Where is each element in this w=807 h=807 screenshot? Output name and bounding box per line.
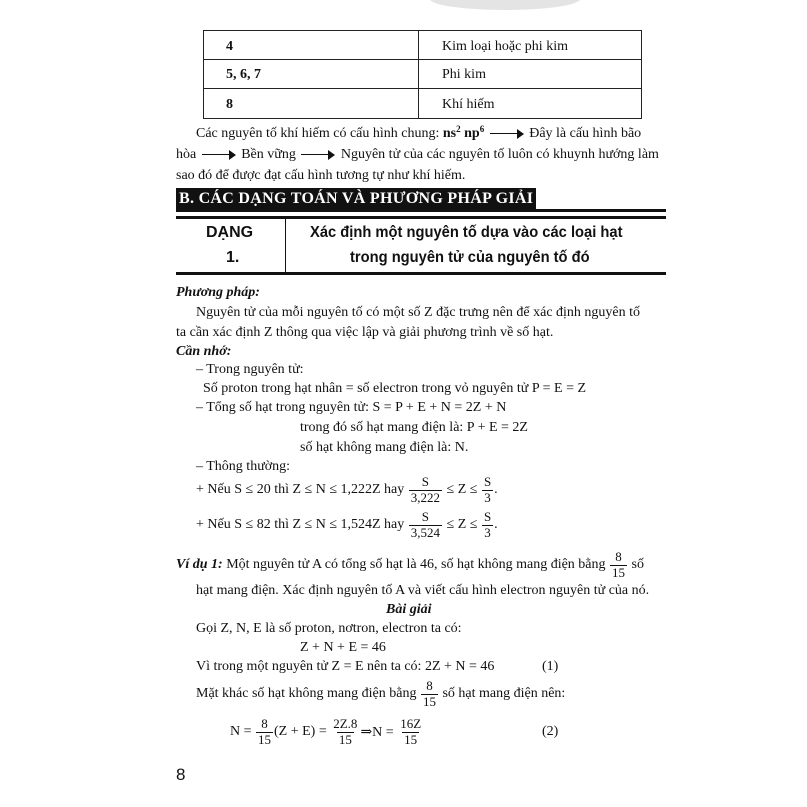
- condition-2: [196, 507, 498, 543]
- text: ≤ Z ≤: [443, 482, 481, 497]
- text: Nguyên tử của các nguyên tố luôn có khuynh hướng làm: [340, 147, 659, 162]
- solution-line-4: [196, 676, 565, 712]
- fraction-num: S: [483, 509, 492, 525]
- fraction-num: S: [421, 474, 429, 490]
- text: Mặt khác số hạt không mang điện bằng: [196, 686, 420, 701]
- fraction-num: 8: [426, 678, 433, 694]
- table-row: [204, 31, 641, 60]
- fraction-den: 15: [422, 693, 436, 709]
- fraction-den: 3,222: [410, 489, 441, 505]
- fraction: [409, 510, 442, 540]
- remember-heading: Cần nhớ:: [176, 344, 232, 359]
- table-cell-type: Phi kim: [442, 67, 486, 82]
- noble-gas-line-1: [196, 126, 641, 142]
- table-divider: [418, 31, 419, 118]
- fraction-num: 16Z: [400, 716, 422, 732]
- table-cell-type: Khí hiếm: [442, 97, 495, 112]
- text: .: [494, 517, 498, 532]
- example-line-2: hạt mang điện. Xác định nguyên tố A và viết cấu hình electron nguyên tử của nó.: [196, 583, 650, 598]
- fraction-den: 15: [338, 731, 352, 747]
- fraction: [398, 717, 423, 747]
- section-b-title: B. CÁC DẠNG TOÁN VÀ PHƯƠNG PHÁP GIẢI: [176, 188, 536, 209]
- formula-ns: ns: [442, 126, 457, 141]
- text: (Z + E) =: [274, 724, 331, 739]
- text: .: [494, 482, 498, 497]
- fraction-den: 15: [258, 731, 272, 747]
- fraction-num: 8: [261, 716, 268, 732]
- dang-label-2: 1.: [226, 249, 240, 266]
- group-table: [203, 30, 642, 119]
- text: N =: [230, 724, 256, 739]
- method-heading: Phương pháp:: [176, 285, 260, 300]
- fraction: [482, 510, 493, 540]
- dang-label-1: DẠNG: [206, 224, 254, 241]
- text: Các nguyên tố khí hiếm có cấu hình chung:: [196, 126, 443, 141]
- equation-2: [230, 714, 424, 750]
- remember-line-1: – Trong nguyên tử:: [196, 362, 304, 377]
- equation-tag-2: (2): [542, 724, 559, 739]
- solution-line-3: Vì trong một nguyên tử Z = E nên ta có: 2Z + N = 46: [196, 659, 495, 674]
- dang-divider: [285, 219, 286, 272]
- solution-heading: Bài giải: [386, 602, 432, 617]
- table-cell-type: Kim loại hoặc phi kim: [442, 39, 568, 54]
- fraction-num: S: [483, 474, 492, 490]
- text: số hạt mang điện nên:: [438, 686, 566, 701]
- fraction-den: 3: [484, 489, 491, 505]
- method-p1: Nguyên tử của mỗi nguyên tố có một số Z đặc trưng nên để xác định nguyên tố: [196, 305, 641, 320]
- page-number: 8: [176, 765, 186, 784]
- fraction: [421, 679, 438, 709]
- example-line-1: [176, 547, 644, 583]
- text: Một nguyên tử A có tổng số hạt là 46, số hạt không mang điện bằng: [222, 557, 610, 572]
- fraction-den: 3,524: [410, 524, 441, 540]
- example-label: Ví dụ 1:: [176, 557, 223, 572]
- remember-line-6: – Thông thường:: [196, 459, 291, 474]
- formula-exp: 6: [479, 124, 485, 134]
- fraction: [256, 717, 273, 747]
- dang-title-1: Xác định một nguyên tố dựa vào các loại hạt: [310, 224, 623, 241]
- table-cell-group: 8: [226, 97, 233, 112]
- noble-gas-line-2: [176, 147, 659, 163]
- text: + Nếu S ≤ 20 thì Z ≤ N ≤ 1,222Z hay: [196, 482, 408, 497]
- fraction: [482, 475, 493, 505]
- solution-line-1: Gọi Z, N, E là số proton, nơtron, electron ta có:: [196, 621, 462, 636]
- fraction-den: 3: [484, 524, 491, 540]
- remember-line-3: – Tổng số hạt trong nguyên tử: S = P + E + N = 2Z + N: [196, 400, 507, 415]
- remember-line-2: Số proton trong hạt nhân = số electron trong vỏ nguyên tử P = E = Z: [203, 381, 587, 396]
- right-arrow-icon: [202, 150, 236, 160]
- text: hòa: [176, 147, 197, 162]
- text: ≤ Z ≤: [443, 517, 481, 532]
- fraction: [331, 717, 359, 747]
- right-arrow-icon: [301, 150, 335, 160]
- noble-gas-line-3: sao đó để được đạt cấu hình tương tự như khí hiếm.: [176, 168, 466, 183]
- table-row: [204, 60, 641, 89]
- fraction-num: S: [421, 509, 429, 525]
- fraction-num: 2Z.8: [333, 716, 358, 732]
- fraction-den: 15: [404, 731, 418, 747]
- text: Đây là cấu hình bão: [529, 126, 642, 141]
- remember-line-5: số hạt không mang điện là: N.: [300, 440, 469, 455]
- method-p2: ta cần xác định Z thông qua việc lập và giải phương trình về số hạt.: [176, 325, 554, 340]
- formula-exp: 2: [456, 124, 461, 134]
- table-row: [204, 89, 641, 118]
- equation-tag-1: (1): [542, 659, 559, 674]
- text: + Nếu S ≤ 82 thì Z ≤ N ≤ 1,524Z hay: [196, 517, 408, 532]
- solution-line-2: Z + N + E = 46: [300, 640, 386, 655]
- fraction-num: 8: [615, 549, 622, 565]
- text: ⇒N =: [360, 724, 398, 740]
- fraction: [409, 475, 442, 505]
- scan-shadow: [430, 0, 580, 10]
- formula-np: np: [460, 126, 480, 141]
- fraction-den: 15: [612, 564, 626, 580]
- table-cell-group: 4: [226, 39, 233, 54]
- dang-box: [176, 216, 666, 275]
- section-b-heading: [176, 188, 666, 212]
- right-arrow-icon: [490, 129, 524, 139]
- dang-title-2: trong nguyên tử của nguyên tố đó: [350, 249, 590, 266]
- text: số: [628, 557, 644, 572]
- condition-1: [196, 472, 498, 508]
- remember-line-4: trong đó số hạt mang điện là: P + E = 2Z: [300, 420, 528, 435]
- table-cell-group: 5, 6, 7: [226, 67, 261, 82]
- text: Bền vững: [241, 147, 296, 162]
- fraction: [610, 550, 627, 580]
